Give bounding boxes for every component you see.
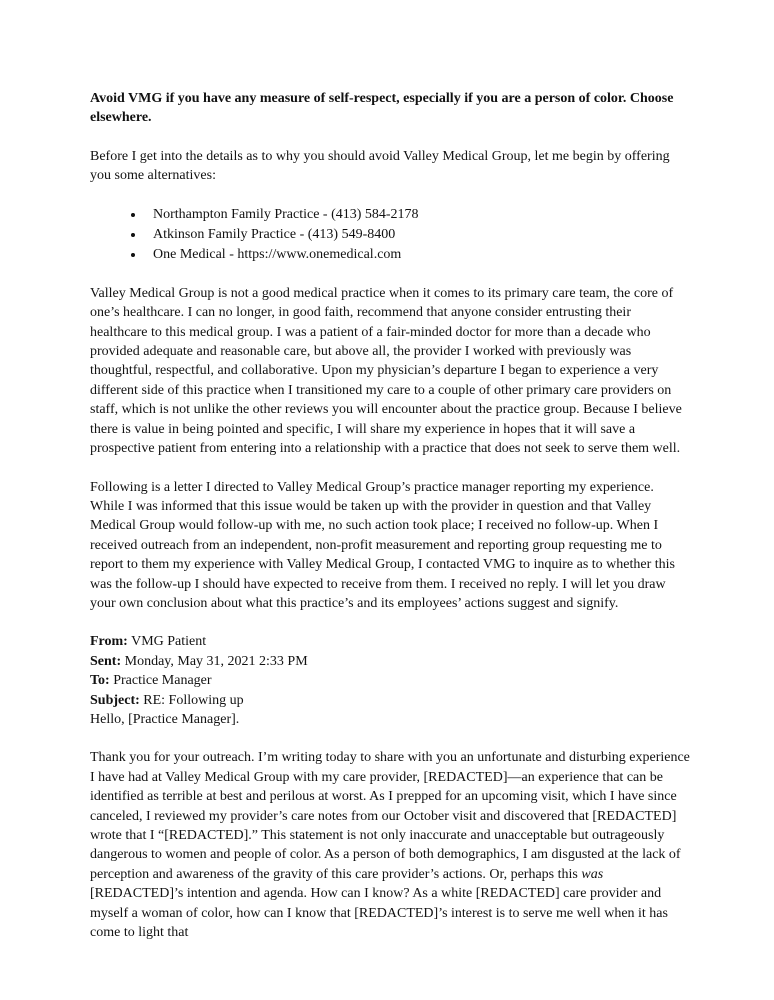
email-header-block [90,632,690,729]
email-field-label: Subject: [90,692,140,708]
email-field-to [90,671,690,690]
paragraph-3-italic-word: was [581,866,604,882]
list-item-alternative: • Northampton Family Practice - (413) 584-2178 [145,205,690,224]
paragraph-3-text: [REDACTED]’s intention and agenda. How can I know? As a white [REDACTED] care provider and myself a woman of color, how can I know that [REDACTED]’s interest is to serve me well when it has come to light that [90,886,668,941]
email-field-value: RE: Following up [143,692,244,708]
list-item-alternative: • One Medical - https://www.onemedical.com [145,245,690,264]
body-paragraph-1: Valley Medical Group is not a good medical practice when it comes to its primary care team, the core of one’s healthcare. I can no longer, in good faith, recommend that anyone consider entrusting their healthcare to this medical group. I was a patient of a fair-minded doctor for more than a decade who provided adequate and reasonable care, but above all, the provider I worked with previously was thoughtful, respectful, and collaborative. Upon my physician’s departure I began to experience a very different side of this practice when I transitioned my care to a couple of other primary care providers on staff, which is not unlike the other reviews you will encounter about the practice group. Because I believe there is value in being pointed and specific, I will share my experience in hopes that it will save a prospective patient from entering into a relationship with a practice that does not seek to serve them well. [90,285,682,457]
alternatives-list [90,205,690,265]
email-greeting: Hello, [Practice Manager]. [90,711,240,727]
email-field-sent [90,652,690,671]
body-paragraph-3 [90,748,690,942]
list-item-alternative: • Atkinson Family Practice - (413) 549-8400 [145,225,690,244]
email-field-label: From: [90,634,128,650]
email-field-label: Sent: [90,653,122,669]
intro-paragraph: Before I get into the details as to why you should avoid Valley Medical Group, let me begin by offering you some alternatives: [90,148,670,184]
email-field-value: Practice Manager [113,673,212,689]
body-paragraph-2: Following is a letter I directed to Valley Medical Group’s practice manager reporting my experience. While I was informed that this issue would be taken up with the provider in question and that Valley Medical Group would follow-up with me, no such action took place; I received no follow-up. When I received outreach from an independent, non-profit measurement and reporting group requesting me to report to them my experience with Valley Medical Group, I contacted VMG to inquire as to whether this was the follow-up I should have expected to receive from them. I received no reply. I will let you draw your own conclusion about what this practice’s and its employees’ actions suggest and signify. [90,479,675,611]
email-field-value: Monday, May 31, 2021 2:33 PM [124,653,308,669]
email-field-from [90,632,690,651]
document-heading: Avoid VMG if you have any measure of self-respect, especially if you are a person of color. Choose elsewhere. [90,91,674,126]
email-field-value: VMG Patient [131,634,207,650]
paragraph-3-text: Thank you for your outreach. I’m writing today to share with you an unfortunate and disturbing experience I have had at Valley Medical Group with my care provider, [REDACTED]—an experience that can be identified as terrible at best and perilous at worst. As I prepped for an upcoming visit, which I have since canceled, I reviewed my provider’s care notes from our October visit and discovered that [REDACTED] wrote that I “[REDACTED].” This statement is not only inaccurate and unacceptable but outrageously dangerous to women and people of color. As a person of both demographics, I am disgusted at the lack of perception and awareness of the gravity of this care provider’s actions. Or, perhaps this [90,750,690,882]
email-field-label: To: [90,673,110,689]
email-field-subject [90,691,690,710]
